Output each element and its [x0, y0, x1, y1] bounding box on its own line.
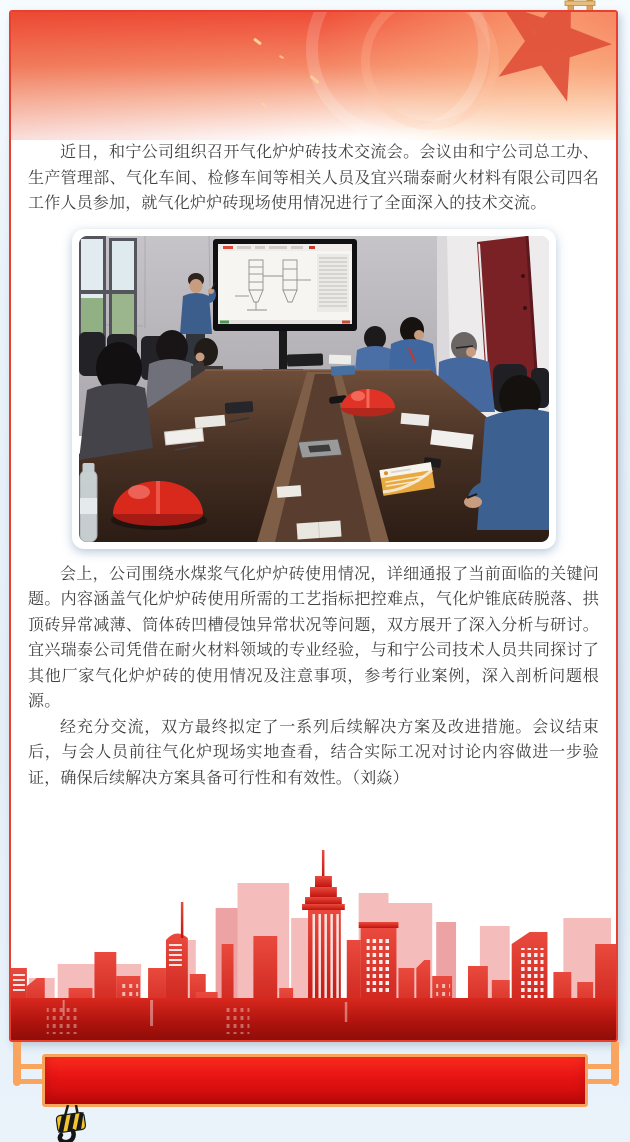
paragraph-1: 近日，和宁公司组织召开气化炉炉砖技术交流会。会议由和宁公司总工办、生产管理部、气化车间、检修车间等相关人员及宜兴瑞泰耐火材料有限公司四名工作人员参加，就气化炉炉砖现场使用情况进行了全面深入的技术交流。 [28, 144, 599, 212]
crane-bar [585, 1079, 613, 1084]
sparkle-decor [253, 38, 262, 46]
article-body [11, 140, 616, 791]
meeting-room-photo [72, 229, 556, 549]
red-banner [42, 1054, 588, 1107]
meeting-photo-illustration [79, 236, 549, 542]
paragraph-2: 会上，公司围绕水煤浆气化炉炉砖使用情况，详细通报了当前面临的关键问题。内容涵盖气化炉炉砖使用所需的工艺指标把控难点，气化炉锥底砖脱落、拱顶砖异常减薄、筒体砖凹槽侵蚀异常状况等问题，双方展开了深入分析与研讨。宜兴瑞泰公司凭借在耐火材料领域的专业经验，与和宁公司技术人员共同探讨了其他厂家气化炉炉砖的使用情况及注意事项，参考行业案例，深入剖析问题根源。 [28, 565, 599, 710]
city-skyline-icon [11, 848, 616, 1040]
paragraph-3: 经充分交流，双方最终拟定了一系列后续解决方案及改进措施。会议结束后，与会人员前往气化炉现场实地查看，结合实际工况对讨论内容做进一步验证，确保后续解决方案具备可行性和有效性。（刘焱） [28, 718, 599, 787]
crane-hook-icon [53, 1105, 99, 1142]
star-icon [474, 12, 616, 104]
header-decoration [11, 12, 616, 140]
crane-bar [585, 1064, 613, 1069]
article-card [9, 10, 618, 1042]
sparkle-decor [261, 102, 267, 107]
sparkle-decor [279, 55, 284, 59]
